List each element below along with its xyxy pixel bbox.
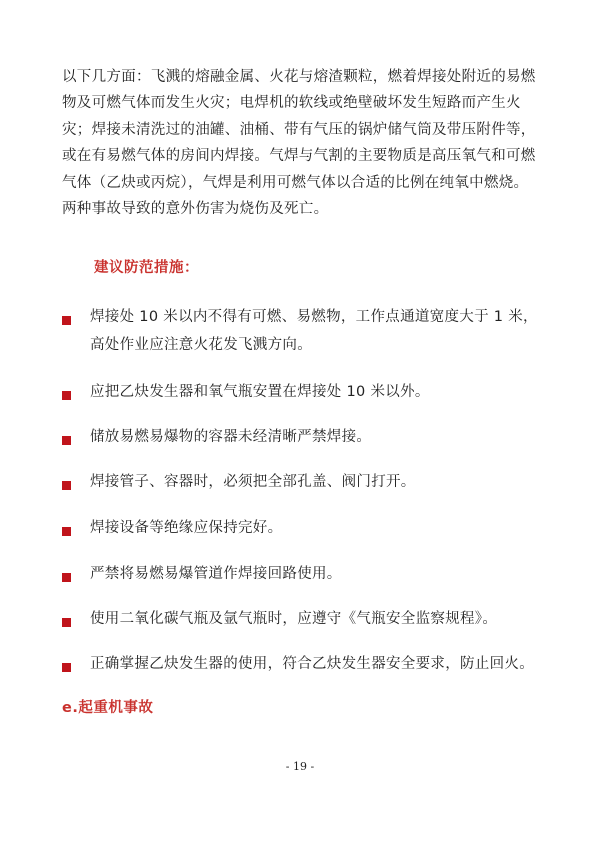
measure-line: 应把乙炔发生器和氧气瓶安置在焊接处 10 米以外。: [90, 384, 430, 400]
measure-text: [90, 423, 550, 451]
measure-line: 焊接处 10 米以内不得有可燃、易燃物，工作点通道宽度大于 1 米，: [90, 309, 538, 325]
measure-text: [90, 605, 550, 633]
square-bullet-icon: [62, 573, 71, 582]
section-heading: e.起重机事故: [62, 700, 154, 716]
intro-line: 或在有易燃气体的房间内焊接。气焊与气割的主要物质是高压氧气和可燃: [62, 148, 536, 165]
measure-text: [90, 303, 550, 359]
intro-line: 两种事故导致的意外伤害为烧伤及死亡。: [62, 201, 329, 218]
measure-text: [90, 650, 550, 678]
intro-line: 气体（乙炔或丙烷），气焊是利用可燃气体以合适的比例在纯氧中燃烧。: [62, 174, 529, 191]
measure-text: [90, 378, 550, 406]
intro-line: 物及可燃气体而发生火灾；电焊机的软线或绝壁破坏发生短路而产生火: [62, 95, 521, 112]
measure-line: 焊接设备等绝缘应保持完好。: [90, 520, 283, 536]
measure-line: 正确掌握乙炔发生器的使用，符合乙炔发生器安全要求，防止回火。: [90, 656, 534, 672]
square-bullet-icon: [62, 618, 71, 627]
measure-line: 高处作业应注意火花发飞溅方向。: [90, 337, 312, 353]
measure-text: [90, 514, 550, 542]
measure-line: 焊接管子、容器时，必须把全部孔盖、阀门打开。: [90, 474, 416, 490]
page-number: - 19 -: [285, 760, 315, 773]
measure-text: [90, 560, 550, 588]
square-bullet-icon: [62, 436, 71, 445]
square-bullet-icon: [62, 316, 71, 325]
intro-line: 灾；焊接未清洗过的油罐、油桶、带有气压的锅炉储气筒及带压附件等，: [62, 121, 536, 138]
intro-line: 以下几方面：飞溅的熔融金属、火花与熔渣颗粒，燃着焊接处附近的易燃: [62, 69, 536, 85]
square-bullet-icon: [62, 663, 71, 672]
measure-line: 严禁将易燃易爆管道作焊接回路使用。: [90, 566, 342, 582]
square-bullet-icon: [62, 391, 71, 400]
measures-heading: 建议防范措施：: [94, 260, 199, 276]
measure-line: 储放易燃易爆物的容器未经清晰严禁焊接。: [90, 429, 372, 445]
square-bullet-icon: [62, 481, 71, 490]
square-bullet-icon: [62, 527, 71, 536]
measure-line: 使用二氧化碳气瓶及氩气瓶时，应遵守《气瓶安全监察规程》。: [90, 611, 498, 627]
intro-paragraph: [62, 64, 542, 222]
measure-text: [90, 468, 550, 496]
